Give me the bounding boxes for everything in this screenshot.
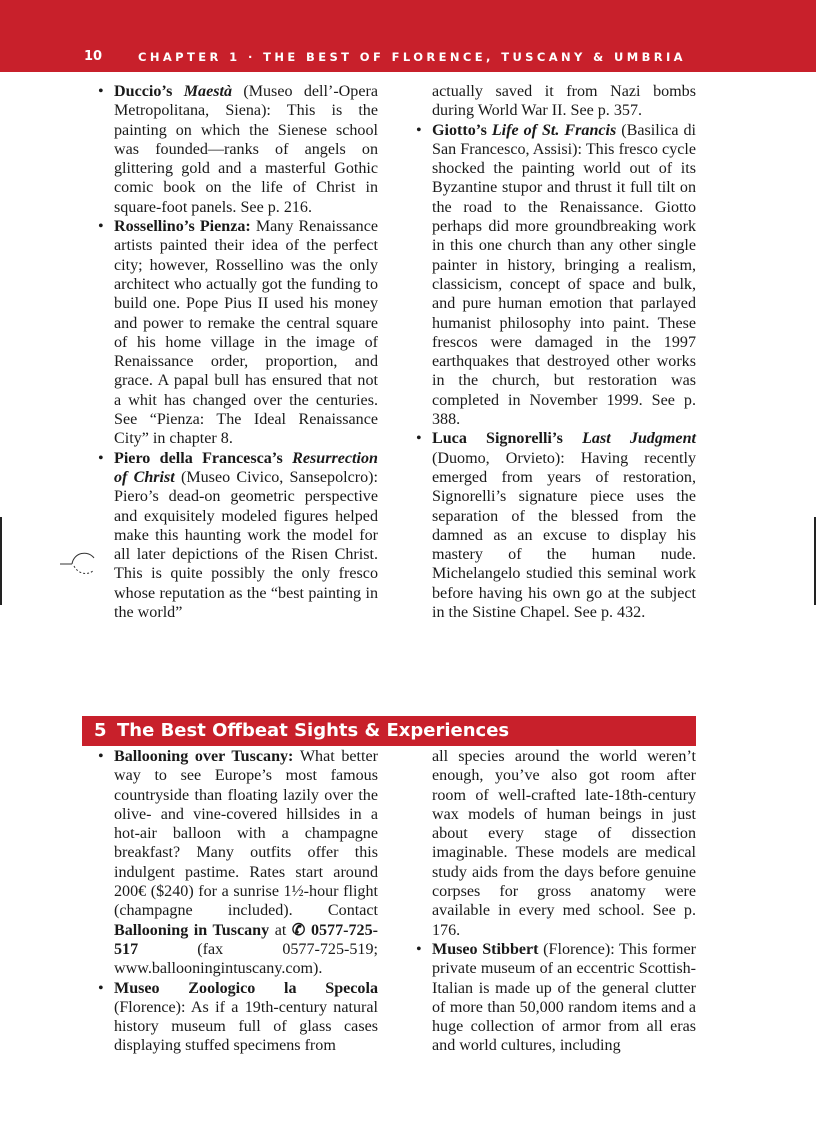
bullet: • <box>98 449 104 467</box>
section-number: 5 <box>94 720 107 741</box>
list-item <box>98 82 378 217</box>
chapter-header-bar <box>0 0 816 72</box>
chapter-title: CHAPTER 1 · THE BEST OF FLORENCE, TUSCANY & UMBRIA <box>138 50 686 64</box>
entry-text: (Museo Civico, Sansepolcro): Piero’s dead-on geometric perspective and exquisitely modeled figures helped make this haunting work the model for all later depictions of the Risen Christ. This is quite possibly the only fresco whose reputation as the “best painting in the world” <box>114 468 378 622</box>
phone-number: ✆ 0577-725-517 <box>114 921 378 958</box>
entry-name: Duccio’s <box>114 83 173 100</box>
entry-text: Many Renaissance artists painted their idea of the perfect city; however, Rossellino was the only architect who actually got the funding to build one. Pope Pius II used his money and power to remake the central square of his home village in the image of Renaissance order, proportion, and grace. A papal bull has ensured that not a whit has changed over the centuries. See “Pienza: The Ideal Renaissance City” in chapter 8. <box>114 218 378 448</box>
entry-name: Museo Stibbert <box>432 940 539 958</box>
entry-work: Last Judgment <box>582 430 696 448</box>
entry-work: Life of St. Francis <box>491 121 617 139</box>
list-item <box>98 979 378 1056</box>
list-item <box>98 747 378 979</box>
entry-name: Luca Signorelli’s <box>432 430 563 448</box>
registration-mark-icon <box>58 548 98 578</box>
column-top-right <box>416 82 696 622</box>
list-item <box>416 429 696 622</box>
entry-name: Giotto’s <box>432 121 487 139</box>
entry-text: (Florence): This former private museum of an eccentric Scottish-Italian is made up of the general clutter of more than 50,000 random items and a huge collection of armor from all eras and world cultures, including <box>432 940 697 1055</box>
entry-text: (Florence): As if a 19th-century natural history museum full of glass cases displaying stuffed specimens from <box>114 998 378 1055</box>
entry-work: Resurrection of Christ <box>114 449 378 486</box>
entry-text: (Duomo, Orvieto): Having recently emerged from years of restoration, Signorelli’s signature piece uses the separation of the blessed from the damned as an excuse to display his mastery of the human nude. Michelangelo studied this seminal work before having his own go at the subject in the Sistine Chapel. See p. 432. <box>432 449 696 622</box>
column-top-left <box>98 82 378 622</box>
column-bottom-left <box>98 747 378 1056</box>
page-number: 10 <box>84 49 103 64</box>
list-item <box>416 940 696 1056</box>
bullet: • <box>416 430 422 448</box>
list-item <box>98 449 378 623</box>
list-item <box>416 121 696 430</box>
bullet: • <box>98 979 104 997</box>
entry-text: at <box>274 921 292 939</box>
bullet: • <box>98 748 104 765</box>
entry-name: Museo Zoologico la Specola <box>114 979 378 997</box>
entry-text: (Basilica di San Francesco, Assisi): This fresco cycle shocked the painting world out of its Byzantine stupor and thrust it full tilt on the road to the Renaissance. Giotto perhaps did more groundbreaking work in this one church than any other single painter in history, bringing a realism, classicism, concept of space and bulk, and pure human emotion that parlayed humanist philosophy into paint. These frescos were damaged in the 1997 earthquakes that destroyed other works in the church, but restoration was completed in November 1999. See p. 388. <box>432 121 696 429</box>
bullet: • <box>98 218 104 236</box>
crop-mark-left <box>0 517 2 605</box>
bullet: • <box>416 940 422 958</box>
list-item <box>98 217 378 449</box>
continued-text: all species around the world weren’t enough, you’ve also got room after room of well-crafted late-18th-century wax models of human beings in just about every stage of dissection imaginable. These models are medical study aids from the days before genuine corpses for gross anatomy were available in every med school. See p. 176. <box>432 748 696 939</box>
bullet: • <box>416 121 422 139</box>
entry-name: Ballooning over Tuscany: <box>114 748 294 765</box>
entry-work: Maestà <box>183 83 233 100</box>
entry-name: Piero della Francesca’s <box>114 449 283 467</box>
section-heading <box>82 716 696 746</box>
contact-name: Ballooning in Tuscany <box>114 921 270 939</box>
entry-text: (Museo dell’-Opera Metropolitana, Siena): This is the painting on which the Sienese school was founded—ranks of angels on glittering gold and a masterful Gothic comic book on the life of Christ in square-foot panels. See p. 216. <box>114 83 378 216</box>
section-title: The Best Offbeat Sights & Experiences <box>117 720 510 741</box>
continued-text: actually saved it from Nazi bombs during World War II. See p. 357. <box>432 83 696 120</box>
bullet: • <box>98 83 104 100</box>
entry-name: Rossellino’s Pienza: <box>114 218 251 236</box>
entry-text: What better way to see Europe’s most famous countryside than floating lazily over the olive- and vine-covered hillsides in a hot-air balloon with a champagne breakfast? Many outfits offer this indulgent pastime. Rates start around 200€ ($240) for a sunrise 1½-hour flight (champagne included). Contact <box>114 748 378 920</box>
entry-text: (fax 0577-725-519; www.ballooningintuscany.com). <box>114 940 378 978</box>
column-bottom-right <box>416 747 696 1056</box>
